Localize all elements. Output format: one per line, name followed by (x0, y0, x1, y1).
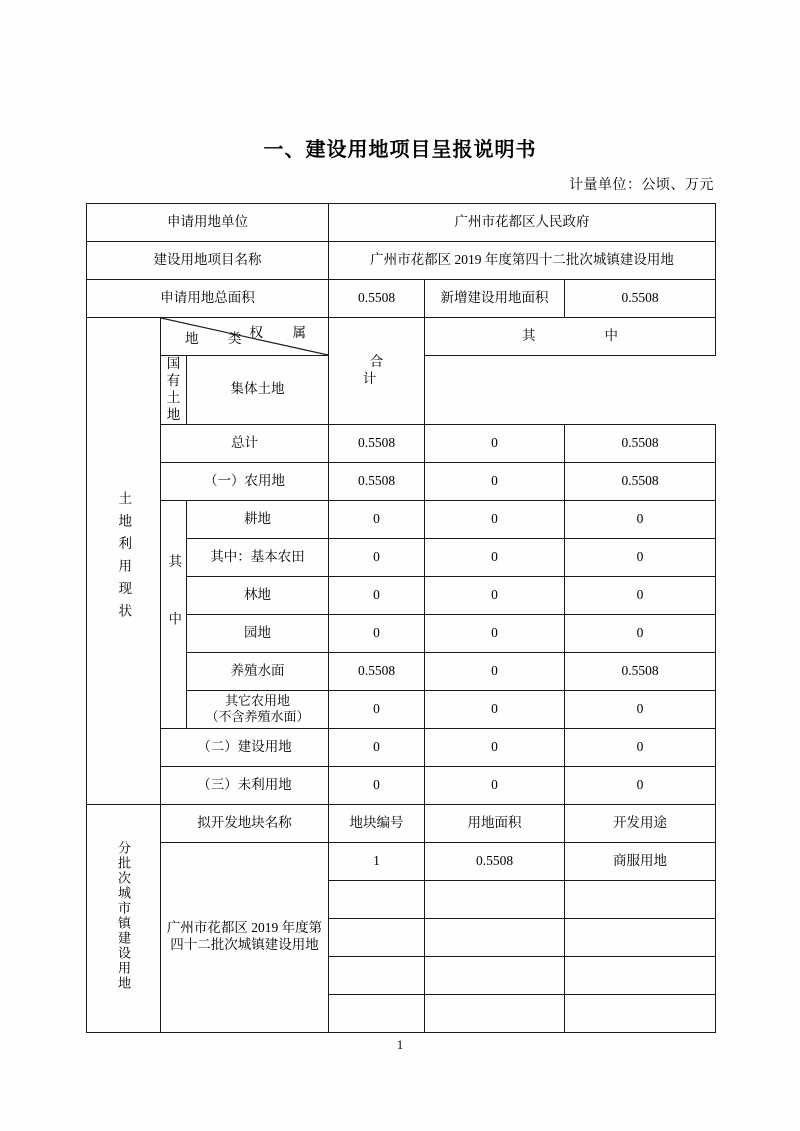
development-block-name: 广州市花都区 2019 年度第四十二批次城镇建设用地 (161, 842, 329, 1032)
cell-collective: 0 (565, 690, 716, 728)
table-row (87, 462, 716, 500)
cell-collective: 0 (565, 614, 716, 652)
new-area-label: 新增建设用地面积 (425, 280, 565, 318)
section-label-development (87, 804, 161, 1032)
cell-block-area (425, 918, 565, 956)
cell-collective: 0.5508 (565, 652, 716, 690)
cell-collective: 0 (565, 766, 716, 804)
cell-state: 0 (425, 614, 565, 652)
section-label-land-status-text: 土地利用现状 (116, 490, 132, 626)
land-application-table (86, 203, 716, 1033)
project-name-label: 建设用地项目名称 (87, 242, 329, 280)
cell-block-area (425, 994, 565, 1032)
table-row (87, 500, 716, 538)
row-label-cultivated-land: 耕地 (187, 500, 329, 538)
diagonal-header-landtype: 地 类 (185, 331, 250, 347)
cell-total: 0 (329, 500, 425, 538)
cell-state: 0 (425, 538, 565, 576)
column-header-block-no: 地块编号 (329, 804, 425, 842)
new-area-value: 0.5508 (565, 280, 716, 318)
cell-total: 0 (329, 538, 425, 576)
cell-state: 0 (425, 766, 565, 804)
cell-block-use (565, 956, 716, 994)
row-label-unused-land: （三）未利用地 (161, 766, 329, 804)
column-header-group: 其 中 (425, 318, 716, 356)
cell-state: 0 (425, 690, 565, 728)
cell-state: 0 (425, 462, 565, 500)
cell-collective: 0 (565, 500, 716, 538)
table-row (87, 766, 716, 804)
table-row (87, 424, 716, 462)
row-label-garden-land: 园地 (187, 614, 329, 652)
row-label-basic-farmland: 其中：基本农田 (187, 538, 329, 576)
table-row (87, 842, 716, 880)
cell-total: 0 (329, 576, 425, 614)
cell-total: 0.5508 (329, 462, 425, 500)
total-area-value: 0.5508 (329, 280, 425, 318)
applicant-value: 广州市花都区人民政府 (329, 204, 716, 242)
cell-state: 0 (425, 424, 565, 462)
cell-block-area (425, 956, 565, 994)
project-name-value: 广州市花都区 2019 年度第四十二批次城镇建设用地 (329, 242, 716, 280)
column-header-block-use: 开发用途 (565, 804, 716, 842)
cell-block-no (329, 880, 425, 918)
cell-state: 0 (425, 500, 565, 538)
page-title: 一、建设用地项目呈报说明书 (263, 139, 537, 161)
cell-block-area (425, 880, 565, 918)
cell-block-use (565, 994, 716, 1032)
table-row (87, 204, 716, 242)
column-header-state-land: 国有土地 (161, 356, 187, 425)
total-area-label: 申请用地总面积 (87, 280, 329, 318)
main-table-wrapper (86, 203, 715, 1033)
row-label-line2: （不含养殖水面） (205, 709, 310, 724)
cell-collective: 0 (565, 576, 716, 614)
section-label-development-text: 分批次城市镇建设用地 (116, 840, 131, 991)
cell-block-use (565, 918, 716, 956)
table-header-row (87, 804, 716, 842)
cell-block-area: 0.5508 (425, 842, 565, 880)
table-row (87, 728, 716, 766)
cell-total: 0 (329, 728, 425, 766)
cell-total: 0 (329, 614, 425, 652)
row-label-construction-land: （二）建设用地 (161, 728, 329, 766)
row-label-forest-land: 林地 (187, 576, 329, 614)
cell-block-use (565, 880, 716, 918)
table-header-row (87, 318, 716, 356)
diagonal-header-ownership: 权 属 (249, 325, 315, 340)
row-label-grand-total: 总计 (161, 424, 329, 462)
column-header-collective-land: 集体土地 (187, 356, 329, 425)
cell-total: 0.5508 (329, 652, 425, 690)
cell-block-use: 商服用地 (565, 842, 716, 880)
cell-state: 0 (425, 728, 565, 766)
sub-label-of-which (161, 500, 187, 728)
row-label-other-agricultural-land (187, 690, 329, 728)
row-label-aquaculture-water: 养殖水面 (187, 652, 329, 690)
cell-block-no (329, 918, 425, 956)
column-header-block-area: 用地面积 (425, 804, 565, 842)
page-number: 1 (396, 1038, 404, 1052)
column-header-block-name: 拟开发地块名称 (161, 804, 329, 842)
cell-block-no (329, 956, 425, 994)
row-label-line1: 其它农用地 (225, 692, 291, 708)
cell-block-no: 1 (329, 842, 425, 880)
cell-block-no (329, 994, 425, 1032)
sub-label-of-which-text: 其中 (166, 554, 182, 670)
cell-total: 0 (329, 690, 425, 728)
cell-collective: 0 (565, 728, 716, 766)
row-label-agricultural-land: （一）农用地 (161, 462, 329, 500)
cell-state: 0 (425, 652, 565, 690)
applicant-label: 申请用地单位 (87, 204, 329, 242)
cell-state: 0 (425, 576, 565, 614)
cell-collective: 0.5508 (565, 462, 716, 500)
cell-collective: 0 (565, 538, 716, 576)
cell-total: 0 (329, 766, 425, 804)
cell-total: 0.5508 (329, 424, 425, 462)
cell-collective: 0.5508 (565, 424, 716, 462)
table-row (87, 280, 716, 318)
column-header-total: 合 计 (329, 318, 425, 425)
diagonal-header-cell (161, 318, 329, 356)
measurement-unit-note: 计量单位：公顷、万元 (569, 178, 714, 193)
section-label-land-status (87, 318, 161, 805)
table-row (87, 242, 716, 280)
